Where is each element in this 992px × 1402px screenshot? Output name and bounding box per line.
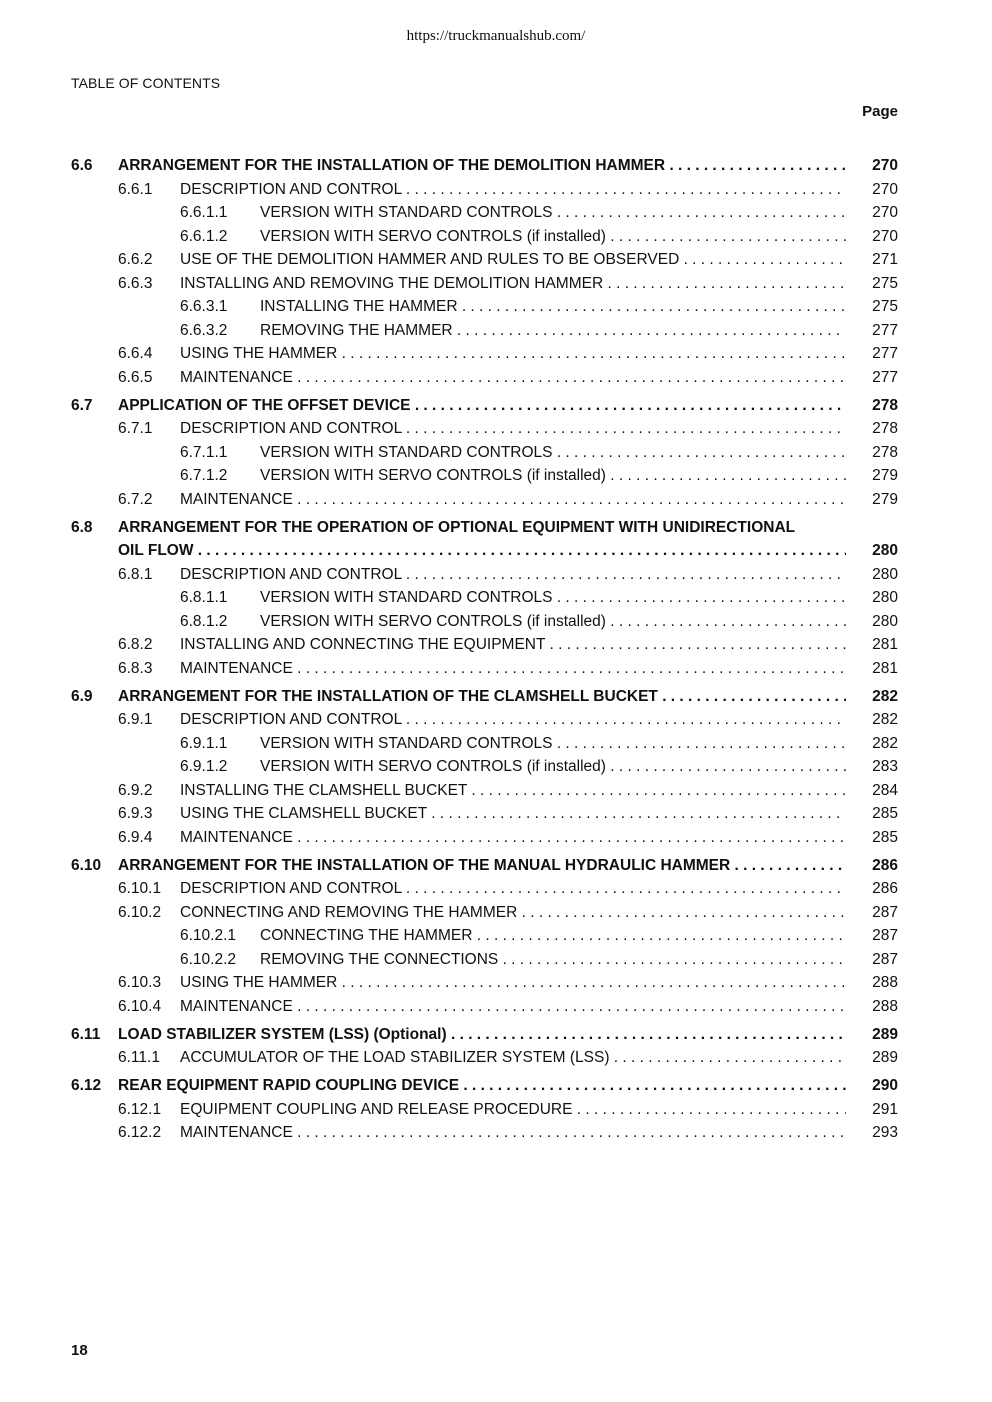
toc-entry[interactable] xyxy=(0,273,992,297)
toc-entry-number: 6.6.3.1 xyxy=(180,298,228,315)
toc-entry-page: 287 xyxy=(872,927,898,944)
toc-entry-page: 282 xyxy=(872,711,898,728)
toc-entry-page: 283 xyxy=(872,758,898,775)
toc-entry-title: DESCRIPTION AND CONTROL . . . xyxy=(180,709,846,731)
toc-entry-page: 289 xyxy=(872,1025,898,1043)
toc-entry-title: MAINTENANCE . . . xyxy=(180,827,846,849)
toc-entry-number: 6.6.1.2 xyxy=(180,227,228,245)
toc-entry-title: DESCRIPTION AND CONTROL . . . xyxy=(180,418,846,440)
toc-entry-page: 282 xyxy=(872,687,898,705)
toc-entry[interactable] xyxy=(0,878,992,902)
toc-entry-number: 6.9.2 xyxy=(118,781,153,799)
toc-entry-number: 6.12.1 xyxy=(118,1100,162,1118)
toc-entry-page: 285 xyxy=(872,828,898,846)
toc-entry-title: VERSION WITH SERVO CONTROLS (if installed) . . . xyxy=(260,465,846,487)
toc-entry-page: 270 xyxy=(872,157,898,174)
toc-entry-page: 286 xyxy=(872,880,898,897)
toc-entry-number: 6.9.1.1 xyxy=(180,734,228,752)
toc-entry[interactable] xyxy=(0,803,992,827)
toc-entry-number: 6.12 xyxy=(71,1077,102,1094)
toc-entry[interactable] xyxy=(0,465,992,489)
toc-entry-number: 6.10.2 xyxy=(118,903,162,921)
toc-entry-page: 291 xyxy=(872,1100,898,1118)
toc-entry[interactable] xyxy=(0,343,992,367)
toc-entry[interactable] xyxy=(0,489,992,513)
toc-entry[interactable] xyxy=(0,733,992,757)
toc-entry-title: VERSION WITH STANDARD CONTROLS . . . xyxy=(260,733,846,755)
toc-entry-title: DESCRIPTION AND CONTROL . . . xyxy=(180,564,846,586)
toc-entry-title: APPLICATION OF THE OFFSET DEVICE . . . xyxy=(118,395,846,417)
toc-entry-title: MAINTENANCE . . . xyxy=(180,367,846,389)
toc-entry-page: 270 xyxy=(872,204,898,221)
toc-entry-number: 6.8 xyxy=(71,518,93,536)
toc-entry-page: 290 xyxy=(872,1077,898,1094)
toc-entry-page: 277 xyxy=(872,345,898,362)
toc-entry-title: ARRANGEMENT FOR THE INSTALLATION OF THE DEMOLITION HAMMER . . . xyxy=(118,155,846,177)
toc-entry-title: USING THE CLAMSHELL BUCKET . . . xyxy=(180,803,846,825)
toc-entry-number: 6.8.1.2 xyxy=(180,612,228,630)
toc-entry[interactable] xyxy=(0,855,992,879)
toc-entry-title: DESCRIPTION AND CONTROL . . . xyxy=(180,878,846,900)
toc-entry-title: VERSION WITH STANDARD CONTROLS . . . xyxy=(260,202,846,224)
toc-entry-title: REMOVING THE HAMMER . . . xyxy=(260,320,846,342)
toc-entry-title: VERSION WITH SERVO CONTROLS (if installed) . . . xyxy=(260,226,846,248)
toc-entry-page: 279 xyxy=(872,490,898,508)
toc-entry-number: 6.8.1 xyxy=(118,565,153,583)
toc-entry-page: 288 xyxy=(872,974,898,991)
toc-entry[interactable] xyxy=(0,564,992,588)
toc-entry[interactable] xyxy=(0,179,992,203)
toc-entry[interactable] xyxy=(0,634,992,658)
toc-entry-page: 280 xyxy=(872,589,898,606)
toc-entry-title: MAINTENANCE . . . xyxy=(180,996,846,1018)
toc-entry-page: 275 xyxy=(872,298,898,315)
toc-entry[interactable] xyxy=(0,226,992,250)
toc-entry-number: 6.7.1.2 xyxy=(180,467,228,484)
toc-entry-number: 6.6.4 xyxy=(118,345,153,362)
toc-entry[interactable] xyxy=(0,658,992,682)
toc-entry-number: 6.9.4 xyxy=(118,828,153,846)
toc-entry-number: 6.7.1 xyxy=(118,420,153,437)
toc-entry-number: 6.10 xyxy=(71,856,102,874)
toc-entry-page: 277 xyxy=(872,321,898,339)
toc-entry-page: 270 xyxy=(872,227,898,245)
toc-entry-title: DESCRIPTION AND CONTROL . . . xyxy=(180,179,846,201)
toc-entry-number: 6.9.1 xyxy=(118,711,153,728)
toc-entry-number: 6.9.1.2 xyxy=(180,758,228,775)
toc-entry-title: MAINTENANCE . . . xyxy=(180,1122,846,1144)
toc-entry[interactable] xyxy=(0,756,992,780)
toc-entry-page: 286 xyxy=(872,856,898,874)
toc-entry-page: 278 xyxy=(872,420,898,437)
toc-entry-page: 282 xyxy=(872,734,898,752)
toc-entry-title: LOAD STABILIZER SYSTEM (LSS) (Optional) . . . xyxy=(118,1024,846,1046)
toc-entry-title: INSTALLING THE HAMMER . . . xyxy=(260,296,846,318)
toc-entry-title: VERSION WITH SERVO CONTROLS (if installed) . . . xyxy=(260,756,846,778)
toc-entry[interactable] xyxy=(0,1122,992,1146)
toc-entry[interactable] xyxy=(0,202,992,226)
toc-entry-title: ARRANGEMENT FOR THE OPERATION OF OPTIONAL EQUIPMENT WITH UNIDIRECTIONAL xyxy=(118,518,796,536)
toc-entry-number: 6.7.2 xyxy=(118,490,153,508)
toc-entry-title: USE OF THE DEMOLITION HAMMER AND RULES TO BE OBSERVED . . . xyxy=(180,249,846,271)
toc-entry-page: 279 xyxy=(872,467,898,484)
toc-entry-page: 281 xyxy=(872,636,898,653)
toc-entry-number: 6.10.3 xyxy=(118,974,162,991)
toc-entry-title: USING THE HAMMER . . . xyxy=(180,972,846,994)
toc-entry[interactable] xyxy=(0,540,992,564)
toc-entry-number: 6.6.3 xyxy=(118,274,153,292)
toc-entry-title: REMOVING THE CONNECTIONS . . . xyxy=(260,949,846,971)
toc-entry[interactable] xyxy=(0,442,992,466)
toc-entry-page: 288 xyxy=(872,997,898,1015)
toc-entry[interactable] xyxy=(0,249,992,273)
toc-entry-page: 281 xyxy=(872,659,898,677)
toc-entry-page: 271 xyxy=(872,251,898,268)
toc-entry-number: 6.6 xyxy=(71,157,93,174)
toc-entry[interactable] xyxy=(0,996,992,1020)
toc-entry-title: CONNECTING AND REMOVING THE HAMMER . . . xyxy=(180,902,846,924)
toc-entry-title: CONNECTING THE HAMMER . . . xyxy=(260,925,846,947)
toc-entry[interactable] xyxy=(0,1047,992,1071)
toc-entry-title: INSTALLING THE CLAMSHELL BUCKET . . . xyxy=(180,780,846,802)
toc-entry-title: INSTALLING AND REMOVING THE DEMOLITION HAMMER . . . xyxy=(180,273,846,295)
toc-entry-number: 6.6.3.2 xyxy=(180,321,228,339)
toc-entry-number: 6.8.2 xyxy=(118,636,153,653)
toc-entry-title: ARRANGEMENT FOR THE INSTALLATION OF THE CLAMSHELL BUCKET . . . xyxy=(118,686,846,708)
toc-entry-number: 6.9.3 xyxy=(118,805,153,822)
source-url[interactable]: https://truckmanualshub.com/ xyxy=(406,28,586,44)
toc-entry-number: 6.10.1 xyxy=(118,880,162,897)
toc-entry[interactable] xyxy=(0,611,992,635)
toc-entry[interactable] xyxy=(0,418,992,442)
toc-entry[interactable] xyxy=(0,367,992,391)
toc-entry-title: VERSION WITH STANDARD CONTROLS . . . xyxy=(260,442,846,464)
toc-entry-page: 285 xyxy=(872,805,898,822)
toc-entry[interactable] xyxy=(0,1075,992,1099)
toc-entry-number: 6.6.1.1 xyxy=(180,204,228,221)
toc-entry-title: MAINTENANCE . . . xyxy=(180,489,846,511)
toc-entry-number: 6.6.1 xyxy=(118,180,153,198)
toc-entry-title: USING THE HAMMER . . . xyxy=(180,343,846,365)
toc-entry-title: ARRANGEMENT FOR THE INSTALLATION OF THE MANUAL HYDRAULIC HAMMER . . . xyxy=(118,855,846,877)
toc-entry-page: 287 xyxy=(872,903,898,921)
toc-entry-title: OIL FLOW . . . xyxy=(118,540,846,562)
section-header: TABLE OF CONTENTS xyxy=(71,75,221,91)
toc-entry-number: 6.8.3 xyxy=(118,659,153,677)
toc-entry[interactable] xyxy=(0,517,992,541)
toc-entry[interactable] xyxy=(0,949,992,973)
toc-entry-title: INSTALLING AND CONNECTING THE EQUIPMENT . . . xyxy=(180,634,846,656)
toc-entry-number: 6.10.2.2 xyxy=(180,950,237,968)
toc-entry-page: 289 xyxy=(872,1049,898,1066)
toc-entry-number: 6.9 xyxy=(71,687,93,705)
toc-entry[interactable] xyxy=(0,155,992,179)
toc-entry-title: EQUIPMENT COUPLING AND RELEASE PROCEDURE . . . xyxy=(180,1099,846,1121)
toc-entry-number: 6.6.5 xyxy=(118,368,153,386)
toc-entry-page: 287 xyxy=(872,950,898,968)
toc-entry[interactable] xyxy=(0,972,992,996)
toc-entry[interactable] xyxy=(0,1024,992,1048)
toc-entry-title: VERSION WITH SERVO CONTROLS (if installed) . . . xyxy=(260,611,846,633)
toc-entry-page: 278 xyxy=(872,443,898,461)
toc-entry-number: 6.8.1.1 xyxy=(180,589,228,606)
page-column-header: Page xyxy=(862,103,898,120)
toc-entry-title: MAINTENANCE . . . xyxy=(180,658,846,680)
toc-entry-page: 275 xyxy=(872,274,898,292)
toc-entry-number: 6.12.2 xyxy=(118,1124,162,1141)
toc-entry-title: REAR EQUIPMENT RAPID COUPLING DEVICE . . . xyxy=(118,1075,846,1097)
toc-entry[interactable] xyxy=(0,902,992,926)
toc-entry-number: 6.6.2 xyxy=(118,251,153,268)
toc-entry-title: VERSION WITH STANDARD CONTROLS . . . xyxy=(260,587,846,609)
toc-entry-title: ACCUMULATOR OF THE LOAD STABILIZER SYSTEM (LSS) . . . xyxy=(180,1047,846,1069)
toc-entry-page: 280 xyxy=(872,542,898,559)
toc-entry[interactable] xyxy=(0,780,992,804)
toc-entry[interactable] xyxy=(0,827,992,851)
toc-entry[interactable] xyxy=(0,686,992,710)
toc-entry-page: 284 xyxy=(872,781,898,799)
toc-entry[interactable] xyxy=(0,1099,992,1123)
table-of-contents xyxy=(0,155,992,1146)
toc-entry-page: 270 xyxy=(872,180,898,198)
toc-entry-page: 293 xyxy=(872,1124,898,1141)
toc-entry-page: 277 xyxy=(872,368,898,386)
toc-entry-number: 6.11 xyxy=(71,1025,101,1043)
toc-entry[interactable] xyxy=(0,709,992,733)
toc-entry-number: 6.10.4 xyxy=(118,997,162,1015)
toc-entry[interactable] xyxy=(0,320,992,344)
toc-entry[interactable] xyxy=(0,395,992,419)
toc-entry-page: 280 xyxy=(872,565,898,583)
footer-page-number: 18 xyxy=(71,1342,88,1359)
toc-entry-number: 6.7.1.1 xyxy=(180,443,228,461)
toc-entry-page: 278 xyxy=(872,396,898,414)
toc-entry-number: 6.11.1 xyxy=(118,1049,160,1066)
toc-entry-number: 6.10.2.1 xyxy=(180,927,237,944)
toc-entry-page: 280 xyxy=(872,612,898,630)
toc-entry-number: 6.7 xyxy=(71,396,93,414)
toc-entry[interactable] xyxy=(0,925,992,949)
toc-entry[interactable] xyxy=(0,296,992,320)
toc-entry[interactable] xyxy=(0,587,992,611)
